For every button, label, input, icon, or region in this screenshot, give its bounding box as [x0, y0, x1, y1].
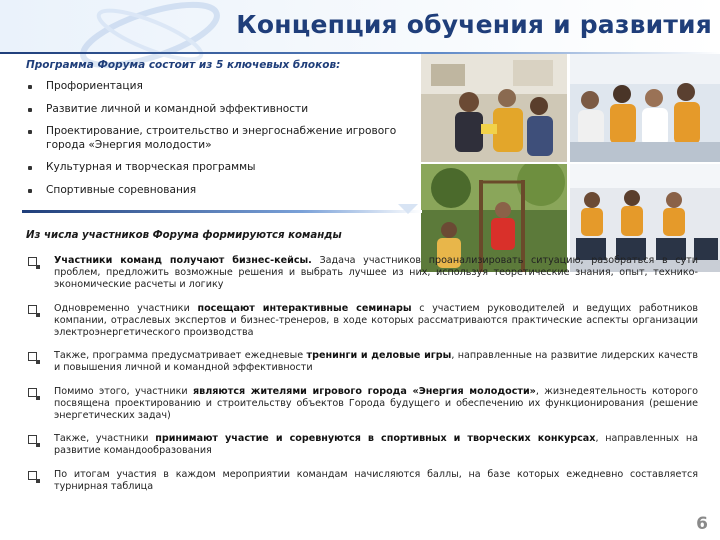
- page-number: 6: [696, 514, 708, 534]
- photo-workshop: [421, 54, 567, 162]
- list-item: Культурная и творческая программы: [26, 161, 422, 175]
- list-item: Также, программа предусматривает ежедневые тренинги и деловые игры, направленные на развитие лидерских качеств и повышения личной и командной эффективности: [26, 350, 698, 374]
- photo-classroom: [570, 54, 720, 162]
- blocks-list: [26, 80, 422, 207]
- list-item: Участники команд получают бизнес-кейсы. Задача участников проанализировать ситуацию, разобраться в сути проблем, предложить возможные решения и выбрать лучшее из них, используя теоретические знания, опыт, технико-экономические расчеты и логику: [26, 255, 698, 292]
- list-item: Спортивные соревнования: [26, 184, 422, 198]
- checkbox-bullet-icon: [28, 305, 37, 314]
- bullet-icon: [28, 130, 32, 134]
- list-item: Помимо этого, участники являются жителями игрового города «Энергия молодости», жизнедеятельность которого посвящена проектированию и строительству объектов Города будущего и обеспечению их функционирования (решение энергетических задач): [26, 386, 698, 423]
- photo-collage: [421, 54, 720, 272]
- checkbox-bullet-icon: [28, 471, 37, 480]
- list-item: Проектирование, строительство и энергоснабжение игрового города «Энергия молодости»: [26, 125, 422, 152]
- checkbox-bullet-icon: [28, 352, 37, 361]
- page-title: Концепция обучения и развития: [236, 10, 712, 39]
- bullet-icon: [28, 108, 32, 112]
- blocks-heading: Программа Форума состоит из 5 ключевых блоков:: [26, 59, 341, 71]
- checkbox-bullet-icon: [28, 388, 37, 397]
- bullet-icon: [28, 85, 32, 89]
- checkbox-bullet-icon: [28, 257, 37, 266]
- list-item: Одновременно участники посещают интерактивные семинары с участием руководителей и ведущих работников компании, отраслевых экспертов и бизнес-тренеров, в ходе которых рассматриваются практические аспекты организации электроэнергетического производства: [26, 303, 698, 340]
- list-item: По итогам участия в каждом мероприятии командам начисляются баллы, на базе которых ежедневно составляется турнирная таблица: [26, 469, 698, 493]
- list-item: Также, участники принимают участие и соревнуются в спортивных и творческих конкурсах, направленных на развитие командообразования: [26, 433, 698, 457]
- bullet-icon: [28, 189, 32, 193]
- teams-heading: Из числа участников Форума формируются команды: [26, 230, 342, 241]
- list-item: Развитие личной и командной эффективности: [26, 103, 422, 117]
- section-divider: [22, 210, 422, 213]
- checkbox-bullet-icon: [28, 435, 37, 444]
- divider-arrow-icon: [398, 204, 418, 214]
- bullet-icon: [28, 166, 32, 170]
- teams-list: [26, 255, 698, 493]
- list-item: Профориентация: [26, 80, 422, 94]
